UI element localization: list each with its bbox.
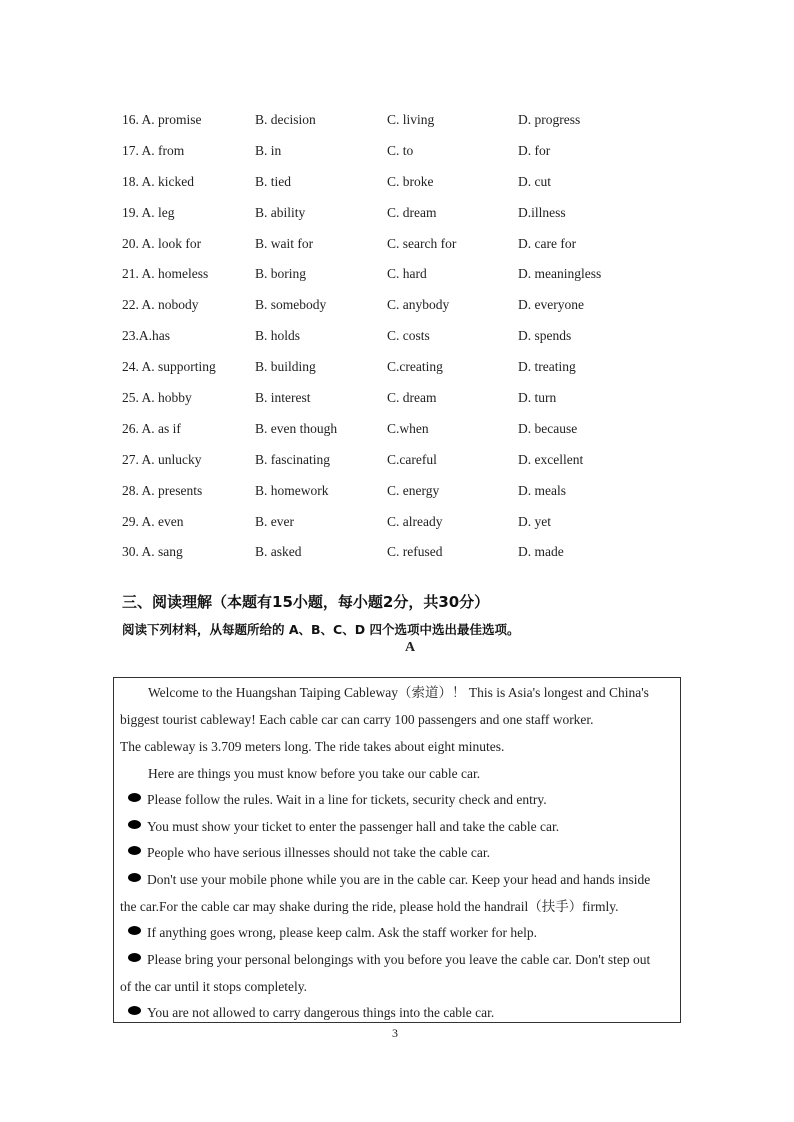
option-d: D. cut [518, 173, 551, 189]
option-b: B. tied [255, 173, 291, 189]
option-a: 24. A. supporting [122, 359, 216, 375]
option-a: 21. A. homeless [122, 266, 209, 282]
passage-intro-line: biggest tourist cableway! Each cable car can carry 100 passengers and one staff worker. [120, 712, 594, 727]
bullet-icon [128, 846, 141, 855]
option-row-24 [122, 357, 742, 388]
bullet-icon [128, 873, 141, 882]
rule-item [128, 791, 547, 809]
option-a: 17. A. from [122, 142, 185, 158]
option-b: B. somebody [255, 297, 327, 313]
option-c: C.when [387, 420, 429, 436]
option-row-21 [122, 264, 742, 295]
option-c: C. search for [387, 235, 457, 251]
option-row-28 [122, 481, 742, 512]
option-b: B. even though [255, 420, 338, 436]
page-number: 3 [392, 1026, 398, 1040]
option-c: C. dream [387, 390, 437, 406]
option-c: C. living [387, 112, 435, 127]
option-b: B. fascinating [255, 451, 330, 467]
option-row-27 [122, 450, 742, 481]
option-a: 29. A. even [122, 513, 184, 529]
section-instruction: 阅读下列材料，从每题所给的 A、B、C、D 四个选项中选出最佳选项。 [122, 622, 520, 637]
option-b: B. decision [255, 112, 316, 127]
rule-text: You are not allowed to carry dangerous things into the cable car. [147, 1005, 495, 1020]
option-b: B. interest [255, 390, 311, 406]
option-d: D. excellent [518, 451, 584, 467]
rule-text-continued: the car.For the cable car may shake during the ride, please hold the handrail（扶手）firmly. [120, 899, 619, 914]
bullet-icon [128, 926, 141, 935]
bullet-icon [128, 1006, 141, 1015]
option-row-16 [122, 110, 742, 141]
option-a: 30. A. sang [122, 544, 183, 560]
option-d: D. made [518, 544, 564, 560]
option-a: 16. A. promise [122, 112, 202, 127]
section-title: 三、阅读理解（本题有15小题，每小题2分，共30分） [122, 593, 490, 611]
option-a: 26. A. as if [122, 420, 181, 436]
bullet-icon [128, 953, 141, 962]
option-c: C. energy [387, 482, 440, 498]
bullet-icon [128, 793, 141, 802]
option-c: C. dream [387, 204, 437, 220]
option-c: C. anybody [387, 297, 450, 313]
option-d: D. progress [518, 112, 581, 127]
passage-intro-line: Welcome to the Huangshan Taiping Cableway（索道）！ This is Asia's longest and China's [148, 685, 649, 700]
option-d: D.illness [518, 204, 566, 220]
option-row-25 [122, 388, 742, 419]
option-d: D. everyone [518, 297, 584, 313]
passage-intro-line: The cableway is 3.709 meters long. The ride takes about eight minutes. [120, 739, 505, 754]
passage-label: A [405, 640, 416, 655]
option-c: C. to [387, 142, 414, 158]
rule-text: If anything goes wrong, please keep calm. Ask the staff worker for help. [147, 925, 538, 940]
option-a: 19. A. leg [122, 204, 175, 220]
option-a: 25. A. hobby [122, 390, 192, 406]
option-c: C. already [387, 513, 443, 529]
option-a: 20. A. look for [122, 235, 202, 251]
option-d: D. care for [518, 235, 577, 251]
option-d: D. treating [518, 359, 576, 375]
option-b: B. homework [255, 482, 329, 498]
option-d: D. yet [518, 513, 551, 529]
rule-text: Don't use your mobile phone while you are in the cable car. Keep your head and hands inside [147, 872, 651, 887]
option-row-17 [122, 141, 742, 172]
option-b: B. ever [255, 513, 294, 529]
option-b: B. asked [255, 544, 302, 560]
rule-text: People who have serious illnesses should not take the cable car. [147, 845, 491, 860]
answer-options-list [122, 110, 742, 573]
option-row-30 [122, 542, 742, 573]
option-a: 23.A.has [122, 328, 170, 344]
rule-item [128, 1004, 494, 1022]
option-c: C. costs [387, 328, 430, 344]
option-a: 28. A. presents [122, 482, 203, 498]
option-row-19 [122, 203, 742, 234]
option-c: C.careful [387, 451, 437, 467]
option-d: D. for [518, 142, 551, 158]
option-b: B. in [255, 142, 282, 158]
option-a: 27. A. unlucky [122, 451, 202, 467]
rule-text: Please follow the rules. Wait in a line for tickets, security check and entry. [147, 792, 547, 807]
option-c: C. hard [387, 266, 427, 282]
rule-item [128, 951, 650, 969]
option-c: C. refused [387, 544, 443, 560]
option-d: D. because [518, 420, 578, 436]
option-b: B. building [255, 359, 316, 375]
passage-box [113, 677, 681, 1023]
option-b: B. boring [255, 266, 307, 282]
option-row-18 [122, 172, 742, 203]
option-c: C. broke [387, 173, 434, 189]
option-row-22 [122, 295, 742, 326]
bullet-icon [128, 820, 141, 829]
option-d: D. turn [518, 390, 557, 406]
rule-text: Please bring your personal belongings with you before you leave the cable car. Don't step out [147, 952, 651, 967]
option-row-26 [122, 419, 742, 450]
option-row-29 [122, 512, 742, 543]
rule-text: You must show your ticket to enter the passenger hall and take the cable car. [147, 819, 560, 834]
option-d: D. meals [518, 482, 566, 498]
option-d: D. meaningless [518, 266, 602, 282]
option-d: D. spends [518, 328, 572, 344]
rule-item [128, 924, 537, 942]
rule-item [128, 871, 650, 889]
option-b: B. wait for [255, 235, 314, 251]
rule-item [128, 844, 490, 862]
passage-intro-line: Here are things you must know before you take our cable car. [148, 766, 481, 781]
option-c: C.creating [387, 359, 443, 375]
option-b: B. holds [255, 328, 301, 344]
option-a: 22. A. nobody [122, 297, 199, 313]
option-row-23 [122, 326, 742, 357]
option-a: 18. A. kicked [122, 173, 194, 189]
option-row-20 [122, 234, 742, 265]
option-b: B. ability [255, 204, 306, 220]
rule-item [128, 818, 559, 836]
rule-text-continued: of the car until it stops completely. [120, 979, 307, 994]
